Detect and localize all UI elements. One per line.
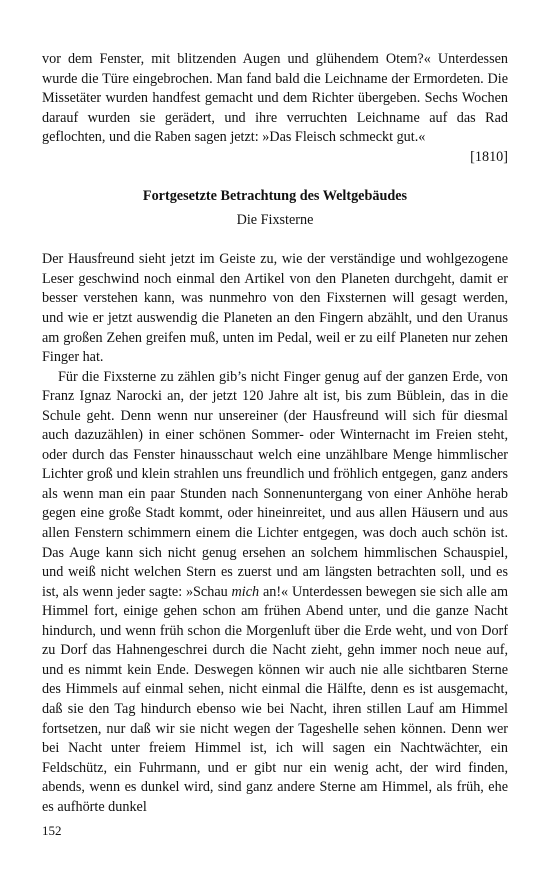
page-number: 152 [42, 823, 62, 838]
paragraph-2 [42, 368, 508, 818]
section-title: Fortgesetzte Betrachtung des Weltgebäudes [142, 188, 408, 205]
paragraph-2-part-a: Für die Fixsterne zu zählen gib’s nicht Finger genug auf der ganzen Erde, von Franz Ignaz Narocki an, der jetzt 120 Jahre alt ist, bis zum Büblein, das in die Schule geht. Denn wenn nur unsereiner (der Hausfreund will sich für diesmal auch dazuzählen) in einer schönen Sommer- oder Winternacht im Freien steht, oder durch das Fenster hinausschaut welch eine unzählbare Menge himmlischer Lichter groß und klein strahlen uns freundlich und fröhlich entgegen, ganz anders als wenn man ein paar Stunden nach Sonnenuntergang von einer Anhöhe herab gegen eine große Stadt kommt, oder hineinreitet, und aus allen Häusern und aus allen Fenstern schimmern einem die Lichter entgegen, was doch auch schön ist. Das Auge kann sich nicht genug ersehen an solchem himmlischen Schauspiel, und weiß nicht welchen Stern es zuerst und am längsten betrachten soll, und es ist, als wenn jeder sagte: »Schau [42, 368, 508, 600]
paragraph-2-part-b: an!« Unterdessen bewegen sie sich alle am Himmel fort, einige gehen schon am frühen Abend unter, und die ganze Nacht hindurch, und wenn früh schon die Morgenluft über die Erde weht, und von Dorf zu Dorf das Hahnengeschrei durch die Nacht zieht, gehn immer noch neue auf, und es nimmt kein Ende. Deswegen können wir auch nie alle sichtbaren Sterne des Himmels auf einmal sehen, nicht einmal die Hälfte, denn es ist ausgemacht, daß sie den Tag hindurch ebenso wie bei Nacht, ihren stillen Lauf am Himmel fortsetzen, nur daß wir sie nicht wegen der Tageshelle sehen können. Denn wer bei Nacht unter freiem Himmel ist, ich will sagen ein Nachtwächter, ein Feldschütz, ein Fuhrmann, und er gibt nur ein wenig acht, der wird finden, abends, wenn es dunkel wird, sind ganz andere Sterne am Himmel, als früh, ehe es aufhörte dunkel [42, 583, 508, 815]
emphasis-mich: mich [231, 583, 260, 600]
story-date: [1810] [470, 148, 508, 165]
page-body [42, 50, 508, 817]
section-subtitle: Die Fixsterne [236, 211, 314, 228]
paragraph-1: Der Hausfreund sieht jetzt im Geiste zu, wie der verständige und wohlgezogene Leser geschwind noch einmal den Artikel von den Planeten durchgeht, damit er besser verstehen kann, was nunmehro von den Fixsternen will gesagt werden, und wie er jetzt auswendig die Planeten an den Fingern abzählt, und den Uranus am großen Zehen greifen muß, unten im Pedal, weil er zu eilf Planeten nur zehen Finger hat. [42, 251, 508, 366]
opening-paragraph: vor dem Fenster, mit blitzenden Augen und glühendem Otem?« Unterdessen wurde die Türe eingebrochen. Man fand bald die Leichname der Ermordeten. Die Missetäter wurden handfest gemacht und dem Richter übergeben. Sechs Wochen darauf wurden sie gerädert, und ihre verruchten Leichname auf das Rad geflochten, und die Raben sagen jetzt: »Das Fleisch schmeckt gut.« [42, 51, 508, 146]
